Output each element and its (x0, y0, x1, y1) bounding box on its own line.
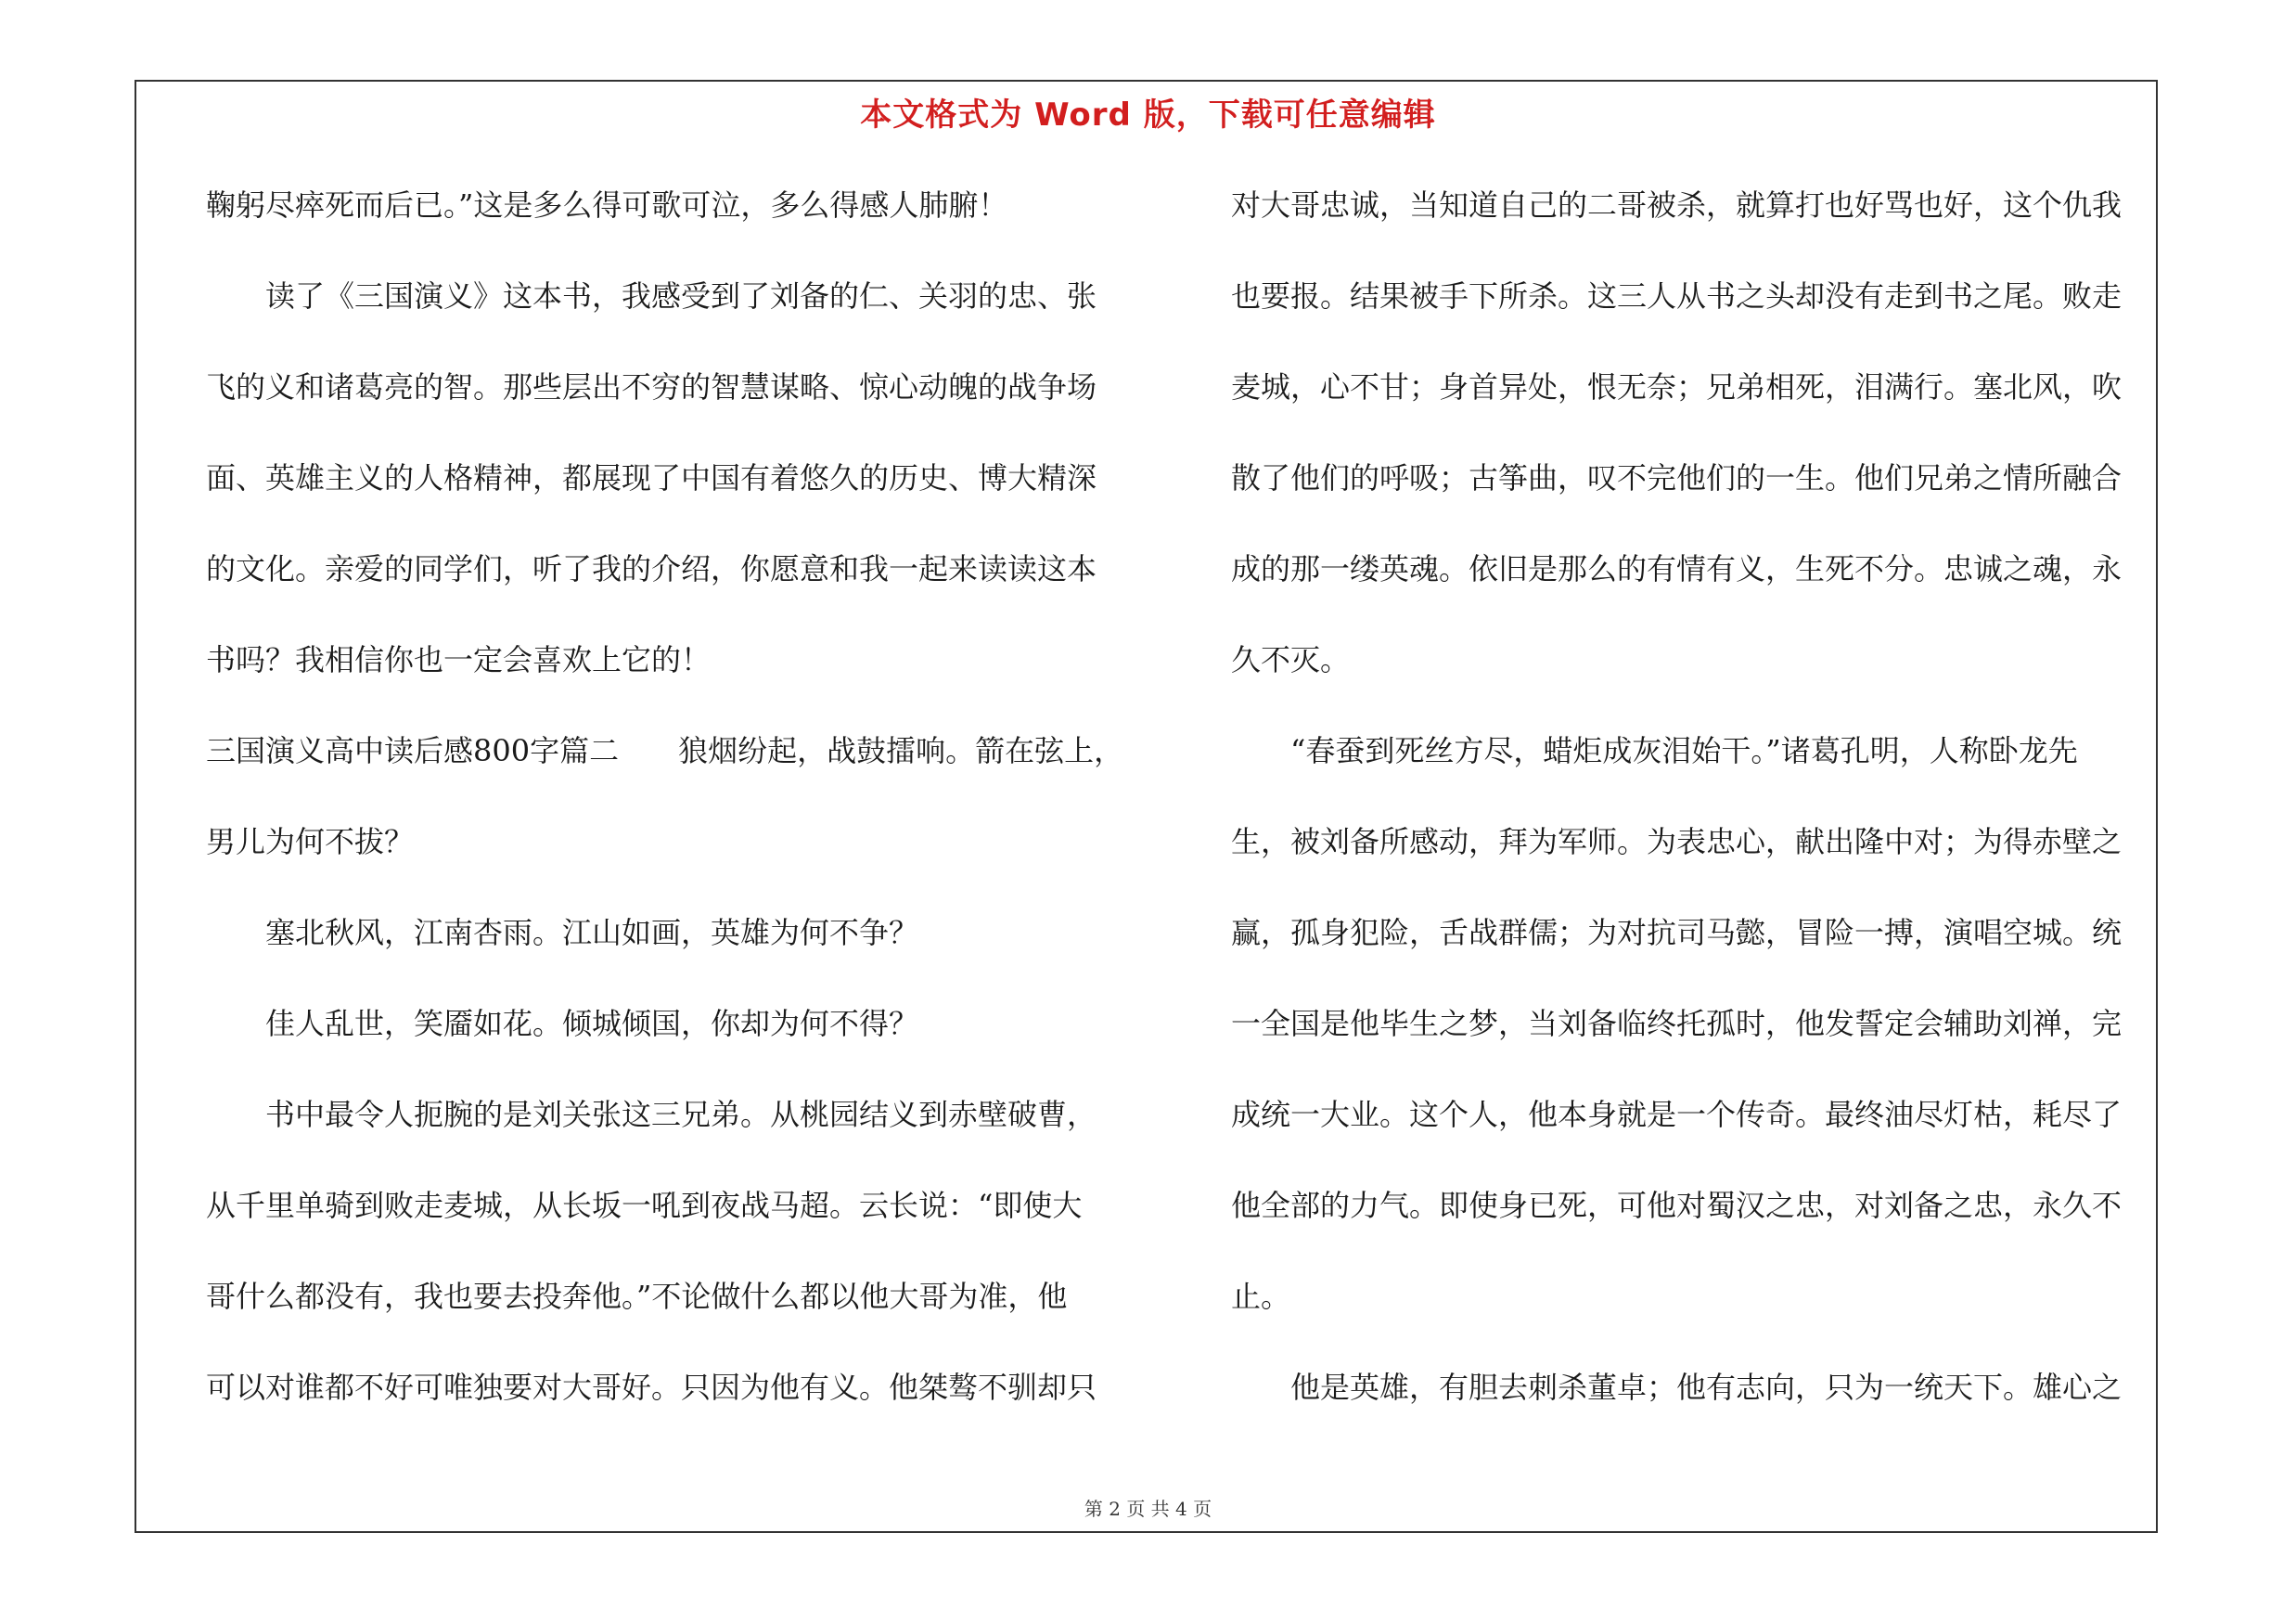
text-line: 他全部的力气。即使身已死，可他对蜀汉之忠，对刘备之忠，永久不 (1231, 1188, 2123, 1223)
text-line: 从千里单骑到败走麦城，从长坂一吼到夜战马超。云长说：“即使大 (206, 1188, 1083, 1223)
text-line: 鞠躬尽瘁死而后已。”这是多么得可歌可泣，多么得感人肺腑！ (206, 187, 1008, 223)
text-line: “春蚕到死丝方尽，蜡炬成灰泪始干。”诸葛孔明，人称卧龙先 (1231, 733, 2078, 768)
page-number: 第 2 页 共 4 页 (1084, 1498, 1212, 1520)
text-line: 止。 (1231, 1279, 1291, 1314)
text-line: 赢，孤身犯险，舌战群儒；为对抗司马懿，冒险一搏，演唱空城。统 (1231, 915, 2123, 950)
text-line: 的文化。亲爱的同学们，听了我的介绍，你愿意和我一起来读读这本 (206, 551, 1097, 586)
text-line: 散了他们的呼吸；古筝曲，叹不完他们的一生。他们兄弟之情所融合 (1231, 460, 2123, 496)
text-line: 塞北秋风，江南杏雨。江山如画，英雄为何不争？ (206, 915, 919, 950)
text-line: 成的那一缕英魂。依旧是那么的有情有义，生死不分。忠诚之魂，永 (1231, 551, 2123, 586)
text-line: 久不灭。 (1231, 642, 1351, 677)
text-line: 麦城，心不甘；身首异处，恨无奈；兄弟相死，泪满行。塞北风，吹 (1231, 369, 2123, 405)
text-line: 书中最令人扼腕的是刘关张这三兄弟。从桃园结义到赤壁破曹， (206, 1097, 1097, 1132)
text-line: 佳人乱世，笑靥如花。倾城倾国，你却为何不得？ (206, 1006, 919, 1041)
text-line: 哥什么都没有，我也要去投奔他。”不论做什么都以他大哥为准，他 (206, 1279, 1068, 1314)
header-title: 本文格式为 Word 版，下载可任意编辑 (860, 97, 1436, 134)
text-line: 面、英雄主义的人格精神，都展现了中国有着悠久的历史、博大精深 (206, 460, 1097, 496)
text-line: 对大哥忠诚，当知道自己的二哥被杀，就算打也好骂也好，这个仇我 (1231, 187, 2123, 223)
text-line: 书吗？我相信你也一定会喜欢上它的！ (206, 642, 712, 677)
text-line: 一全国是他毕生之梦，当刘备临终托孤时，他发誓定会辅助刘禅，完 (1231, 1006, 2123, 1041)
text-line: 生，被刘备所感动，拜为军师。为表忠心，献出隆中对；为得赤壁之 (1231, 824, 2123, 859)
text-line: 他是英雄，有胆去刺杀董卓；他有志向，只为一统天下。雄心之 (1231, 1370, 2123, 1405)
text-line: 飞的义和诸葛亮的智。那些层出不穷的智慧谋略、惊心动魄的战争场 (206, 369, 1097, 405)
text-line: 读了《三国演义》这本书，我感受到了刘备的仁、关羽的忠、张 (206, 278, 1097, 314)
text-line: 成统一大业。这个人，他本身就是一个传奇。最终油尽灯枯，耗尽了 (1231, 1097, 2123, 1132)
text-line: 男儿为何不拔？ (206, 824, 415, 859)
text-line: 也要报。结果被手下所杀。这三人从书之头却没有走到书之尾。败走 (1231, 278, 2123, 314)
text-line: 可以对谁都不好可唯独要对大哥好。只因为他有义。他桀骜不驯却只 (206, 1370, 1097, 1405)
text-line: 三国演义高中读后感800字篇二 狼烟纷起，战鼓擂响。箭在弦上， (206, 733, 1124, 768)
